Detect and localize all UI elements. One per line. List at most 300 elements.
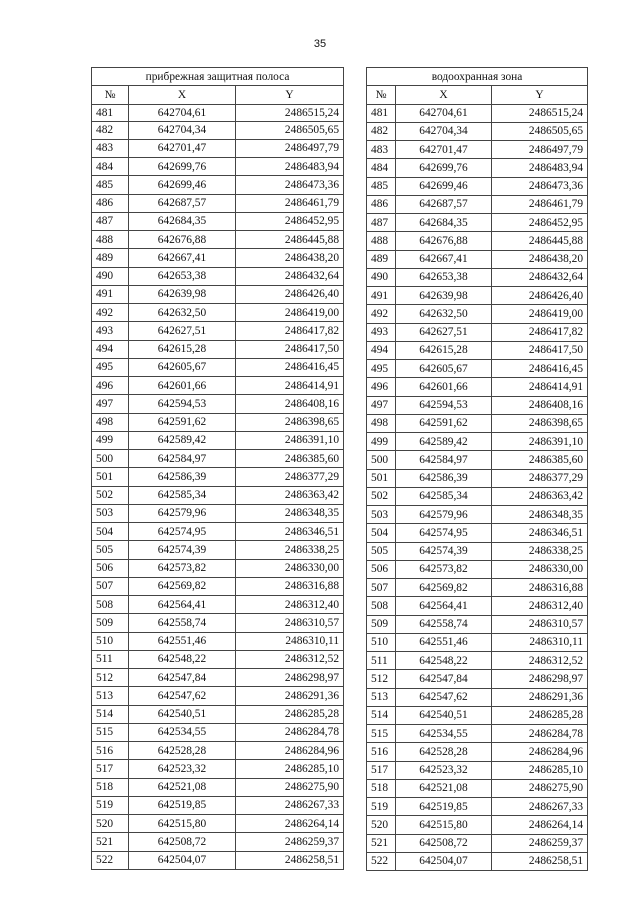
point-number-cell: 491 — [367, 287, 396, 305]
y-coordinate-cell: 2486385,60 — [492, 451, 588, 469]
point-number-cell: 489 — [92, 249, 129, 267]
x-coordinate-cell: 642519,85 — [129, 796, 236, 814]
table-row — [92, 231, 344, 249]
point-number-cell: 482 — [367, 122, 396, 140]
y-coordinate-cell: 2486515,24 — [492, 104, 588, 122]
y-coordinate-cell: 2486258,51 — [236, 851, 344, 869]
point-number-cell: 485 — [367, 177, 396, 195]
table-row — [92, 358, 344, 376]
point-number-cell: 517 — [92, 760, 129, 778]
x-coordinate-cell: 642515,80 — [396, 816, 492, 834]
point-number-cell: 519 — [367, 798, 396, 816]
y-coordinate-cell: 2486416,45 — [492, 360, 588, 378]
table-row — [367, 287, 588, 305]
point-number-cell: 484 — [92, 158, 129, 176]
x-coordinate-cell: 642601,66 — [129, 377, 236, 395]
point-number-cell: 515 — [92, 723, 129, 741]
x-coordinate-cell: 642523,32 — [396, 761, 492, 779]
y-coordinate-cell: 2486377,29 — [236, 468, 344, 486]
table-row — [367, 250, 588, 268]
x-coordinate-cell: 642594,53 — [396, 396, 492, 414]
point-number-cell: 511 — [92, 650, 129, 668]
x-coordinate-cell: 642521,08 — [396, 779, 492, 797]
point-number-cell: 507 — [92, 577, 129, 595]
table-row — [92, 249, 344, 267]
point-number-cell: 505 — [92, 541, 129, 559]
x-coordinate-cell: 642540,51 — [396, 706, 492, 724]
y-coordinate-cell: 2486438,20 — [236, 249, 344, 267]
table-row — [367, 487, 588, 505]
point-number-cell: 485 — [92, 176, 129, 194]
point-number-cell: 486 — [367, 195, 396, 213]
point-number-cell: 484 — [367, 159, 396, 177]
x-coordinate-cell: 642569,82 — [129, 577, 236, 595]
table-row — [92, 304, 344, 322]
y-coordinate-cell: 2486419,00 — [236, 304, 344, 322]
point-number-cell: 486 — [92, 194, 129, 212]
x-coordinate-cell: 642639,98 — [396, 287, 492, 305]
water-protection-zone-table — [366, 67, 588, 871]
y-coordinate-cell: 2486285,28 — [492, 706, 588, 724]
point-number-cell: 521 — [367, 834, 396, 852]
table-row — [92, 176, 344, 194]
x-coordinate-cell: 642586,39 — [396, 469, 492, 487]
x-coordinate-cell: 642615,28 — [396, 341, 492, 359]
table-row — [367, 214, 588, 232]
x-coordinate-cell: 642564,41 — [129, 596, 236, 614]
x-coordinate-cell: 642589,42 — [129, 431, 236, 449]
point-number-cell: 491 — [92, 285, 129, 303]
table-row — [367, 579, 588, 597]
x-coordinate-cell: 642687,57 — [396, 195, 492, 213]
table-row — [92, 212, 344, 230]
point-number-cell: 514 — [367, 706, 396, 724]
y-coordinate-cell: 2486417,50 — [236, 340, 344, 358]
x-coordinate-cell: 642701,47 — [396, 141, 492, 159]
x-coordinate-cell: 642573,82 — [396, 560, 492, 578]
table-title: водоохранная зона — [367, 68, 588, 86]
table-row — [92, 158, 344, 176]
table-row — [92, 669, 344, 687]
x-coordinate-cell: 642515,80 — [129, 815, 236, 833]
y-coordinate-cell: 2486291,36 — [492, 688, 588, 706]
point-number-cell: 495 — [367, 360, 396, 378]
y-coordinate-cell: 2486452,95 — [492, 214, 588, 232]
x-coordinate-cell: 642704,61 — [129, 104, 236, 121]
x-coordinate-cell: 642627,51 — [129, 322, 236, 340]
y-coordinate-cell: 2486258,51 — [492, 852, 588, 870]
y-coordinate-cell: 2486432,64 — [236, 267, 344, 285]
point-number-cell: 493 — [92, 322, 129, 340]
table-row — [367, 104, 588, 122]
y-coordinate-cell: 2486391,10 — [236, 431, 344, 449]
table-row — [92, 650, 344, 668]
x-coordinate-cell: 642653,38 — [129, 267, 236, 285]
point-number-cell: 515 — [367, 725, 396, 743]
x-coordinate-cell: 642701,47 — [129, 139, 236, 157]
x-coordinate-cell: 642534,55 — [129, 723, 236, 741]
x-coordinate-cell: 642574,95 — [396, 524, 492, 542]
point-number-cell: 520 — [92, 815, 129, 833]
point-number-cell: 520 — [367, 816, 396, 834]
x-coordinate-cell: 642699,46 — [396, 177, 492, 195]
y-coordinate-cell: 2486267,33 — [492, 798, 588, 816]
x-coordinate-cell: 642594,53 — [129, 395, 236, 413]
x-coordinate-cell: 642605,67 — [129, 358, 236, 376]
table-row — [92, 577, 344, 595]
table-row — [367, 506, 588, 524]
y-coordinate-cell: 2486312,52 — [492, 652, 588, 670]
y-coordinate-cell: 2486346,51 — [236, 523, 344, 541]
x-coordinate-cell: 642632,50 — [396, 305, 492, 323]
table-row — [367, 232, 588, 250]
x-coordinate-cell: 642558,74 — [396, 615, 492, 633]
x-coordinate-cell: 642579,96 — [396, 506, 492, 524]
x-coordinate-cell: 642591,62 — [396, 414, 492, 432]
y-coordinate-cell: 2486310,57 — [492, 615, 588, 633]
x-coordinate-cell: 642704,34 — [129, 121, 236, 139]
table-row — [92, 596, 344, 614]
point-number-cell: 508 — [92, 596, 129, 614]
table-row — [367, 159, 588, 177]
x-coordinate-cell: 642508,72 — [396, 834, 492, 852]
point-number-cell: 512 — [92, 669, 129, 687]
table-row — [92, 833, 344, 851]
y-coordinate-cell: 2486363,42 — [236, 486, 344, 504]
y-coordinate-cell: 2486417,82 — [492, 323, 588, 341]
point-number-cell: 493 — [367, 323, 396, 341]
x-coordinate-cell: 642684,35 — [129, 212, 236, 230]
column-header-number: № — [92, 86, 129, 104]
y-coordinate-cell: 2486377,29 — [492, 469, 588, 487]
point-number-cell: 481 — [367, 104, 396, 122]
y-coordinate-cell: 2486312,40 — [236, 596, 344, 614]
point-number-cell: 516 — [92, 742, 129, 760]
y-coordinate-cell: 2486348,35 — [492, 506, 588, 524]
table-row — [367, 816, 588, 834]
point-number-cell: 510 — [92, 632, 129, 650]
table-row — [367, 177, 588, 195]
table-row — [367, 141, 588, 159]
table-row — [92, 687, 344, 705]
table-row — [367, 597, 588, 615]
point-number-cell: 513 — [367, 688, 396, 706]
x-coordinate-cell: 642676,88 — [396, 232, 492, 250]
y-coordinate-cell: 2486259,37 — [236, 833, 344, 851]
point-number-cell: 490 — [92, 267, 129, 285]
y-coordinate-cell: 2486291,36 — [236, 687, 344, 705]
point-number-cell: 509 — [92, 614, 129, 632]
table-row — [92, 742, 344, 760]
y-coordinate-cell: 2486417,82 — [236, 322, 344, 340]
y-coordinate-cell: 2486363,42 — [492, 487, 588, 505]
y-coordinate-cell: 2486426,40 — [236, 285, 344, 303]
x-coordinate-cell: 642528,28 — [396, 743, 492, 761]
point-number-cell: 521 — [92, 833, 129, 851]
x-coordinate-cell: 642684,35 — [396, 214, 492, 232]
table-row — [92, 285, 344, 303]
point-number-cell: 487 — [367, 214, 396, 232]
x-coordinate-cell: 642584,97 — [129, 450, 236, 468]
table-row — [367, 615, 588, 633]
y-coordinate-cell: 2486473,36 — [492, 177, 588, 195]
y-coordinate-cell: 2486346,51 — [492, 524, 588, 542]
x-coordinate-cell: 642632,50 — [129, 304, 236, 322]
point-number-cell: 510 — [367, 633, 396, 651]
x-coordinate-cell: 642519,85 — [396, 798, 492, 816]
table-row — [92, 523, 344, 541]
column-header-x: X — [396, 86, 492, 104]
table-row — [367, 633, 588, 651]
table-row — [367, 305, 588, 323]
y-coordinate-cell: 2486298,97 — [236, 669, 344, 687]
point-number-cell: 498 — [92, 413, 129, 431]
table-row — [367, 323, 588, 341]
x-coordinate-cell: 642639,98 — [129, 285, 236, 303]
table-body — [367, 104, 588, 871]
y-coordinate-cell: 2486398,65 — [236, 413, 344, 431]
y-coordinate-cell: 2486316,88 — [492, 579, 588, 597]
y-coordinate-cell: 2486438,20 — [492, 250, 588, 268]
table-row — [92, 723, 344, 741]
point-number-cell: 502 — [367, 487, 396, 505]
y-coordinate-cell: 2486330,00 — [492, 560, 588, 578]
table-row — [367, 268, 588, 286]
y-coordinate-cell: 2486259,37 — [492, 834, 588, 852]
point-number-cell: 481 — [92, 104, 129, 121]
table-row — [367, 414, 588, 432]
y-coordinate-cell: 2486452,95 — [236, 212, 344, 230]
y-coordinate-cell: 2486505,65 — [236, 121, 344, 139]
y-coordinate-cell: 2486419,00 — [492, 305, 588, 323]
table-row — [367, 360, 588, 378]
y-coordinate-cell: 2486267,33 — [236, 796, 344, 814]
y-coordinate-cell: 2486515,24 — [236, 104, 344, 121]
x-coordinate-cell: 642547,84 — [129, 669, 236, 687]
x-coordinate-cell: 642585,34 — [396, 487, 492, 505]
table-row — [367, 798, 588, 816]
y-coordinate-cell: 2486445,88 — [492, 232, 588, 250]
y-coordinate-cell: 2486461,79 — [236, 194, 344, 212]
y-coordinate-cell: 2486385,60 — [236, 450, 344, 468]
y-coordinate-cell: 2486445,88 — [236, 231, 344, 249]
point-number-cell: 499 — [367, 433, 396, 451]
table-row — [92, 322, 344, 340]
table-row — [367, 195, 588, 213]
point-number-cell: 519 — [92, 796, 129, 814]
table-row — [92, 340, 344, 358]
table-row — [92, 504, 344, 522]
y-coordinate-cell: 2486408,16 — [492, 396, 588, 414]
point-number-cell: 494 — [92, 340, 129, 358]
x-coordinate-cell: 642521,08 — [129, 778, 236, 796]
table-row — [92, 486, 344, 504]
table-row — [92, 541, 344, 559]
table-row — [367, 779, 588, 797]
point-number-cell: 512 — [367, 670, 396, 688]
point-number-cell: 490 — [367, 268, 396, 286]
table-row — [367, 341, 588, 359]
table-row — [92, 851, 344, 869]
y-coordinate-cell: 2486284,78 — [236, 723, 344, 741]
point-number-cell: 488 — [92, 231, 129, 249]
y-coordinate-cell: 2486285,10 — [492, 761, 588, 779]
y-coordinate-cell: 2486316,88 — [236, 577, 344, 595]
table-row — [92, 632, 344, 650]
point-number-cell: 487 — [92, 212, 129, 230]
x-coordinate-cell: 642667,41 — [396, 250, 492, 268]
y-coordinate-cell: 2486275,90 — [236, 778, 344, 796]
page-number: 35 — [313, 38, 327, 50]
table-row — [367, 706, 588, 724]
table-row — [367, 524, 588, 542]
x-coordinate-cell: 642508,72 — [129, 833, 236, 851]
point-number-cell: 488 — [367, 232, 396, 250]
point-number-cell: 507 — [367, 579, 396, 597]
table-row — [367, 560, 588, 578]
x-coordinate-cell: 642589,42 — [396, 433, 492, 451]
table-row — [367, 122, 588, 140]
table-row — [367, 433, 588, 451]
y-coordinate-cell: 2486285,28 — [236, 705, 344, 723]
point-number-cell: 497 — [92, 395, 129, 413]
table-row — [367, 725, 588, 743]
table-row — [92, 450, 344, 468]
y-coordinate-cell: 2486310,57 — [236, 614, 344, 632]
coastal-protection-strip-table — [91, 67, 344, 870]
x-coordinate-cell: 642573,82 — [129, 559, 236, 577]
y-coordinate-cell: 2486348,35 — [236, 504, 344, 522]
y-coordinate-cell: 2486312,52 — [236, 650, 344, 668]
x-coordinate-cell: 642615,28 — [129, 340, 236, 358]
point-number-cell: 494 — [367, 341, 396, 359]
x-coordinate-cell: 642699,76 — [396, 159, 492, 177]
table-row — [92, 267, 344, 285]
point-number-cell: 503 — [92, 504, 129, 522]
y-coordinate-cell: 2486285,10 — [236, 760, 344, 778]
point-number-cell: 516 — [367, 743, 396, 761]
point-number-cell: 514 — [92, 705, 129, 723]
table-row — [367, 852, 588, 870]
y-coordinate-cell: 2486391,10 — [492, 433, 588, 451]
x-coordinate-cell: 642574,95 — [129, 523, 236, 541]
table-row — [92, 413, 344, 431]
x-coordinate-cell: 642627,51 — [396, 323, 492, 341]
point-number-cell: 509 — [367, 615, 396, 633]
table-row — [367, 469, 588, 487]
table-row — [367, 451, 588, 469]
x-coordinate-cell: 642591,62 — [129, 413, 236, 431]
x-coordinate-cell: 642574,39 — [396, 542, 492, 560]
point-number-cell: 501 — [92, 468, 129, 486]
table-row — [92, 104, 344, 121]
point-number-cell: 504 — [92, 523, 129, 541]
x-coordinate-cell: 642547,62 — [396, 688, 492, 706]
x-coordinate-cell: 642584,97 — [396, 451, 492, 469]
y-coordinate-cell: 2486310,11 — [236, 632, 344, 650]
point-number-cell: 500 — [92, 450, 129, 468]
table-row — [92, 705, 344, 723]
y-coordinate-cell: 2486330,00 — [236, 559, 344, 577]
x-coordinate-cell: 642504,07 — [396, 852, 492, 870]
y-coordinate-cell: 2486338,25 — [492, 542, 588, 560]
y-coordinate-cell: 2486416,45 — [236, 358, 344, 376]
table-row — [367, 396, 588, 414]
point-number-cell: 502 — [92, 486, 129, 504]
table-row — [92, 468, 344, 486]
y-coordinate-cell: 2486298,97 — [492, 670, 588, 688]
point-number-cell: 496 — [92, 377, 129, 395]
x-coordinate-cell: 642699,46 — [129, 176, 236, 194]
y-coordinate-cell: 2486497,79 — [236, 139, 344, 157]
y-coordinate-cell: 2486264,14 — [236, 815, 344, 833]
point-number-cell: 506 — [92, 559, 129, 577]
y-coordinate-cell: 2486284,96 — [492, 743, 588, 761]
y-coordinate-cell: 2486426,40 — [492, 287, 588, 305]
y-coordinate-cell: 2486338,25 — [236, 541, 344, 559]
point-number-cell: 506 — [367, 560, 396, 578]
x-coordinate-cell: 642586,39 — [129, 468, 236, 486]
x-coordinate-cell: 642569,82 — [396, 579, 492, 597]
y-coordinate-cell: 2486505,65 — [492, 122, 588, 140]
point-number-cell: 517 — [367, 761, 396, 779]
column-header-y: Y — [492, 86, 588, 104]
column-header-number: № — [367, 86, 396, 104]
y-coordinate-cell: 2486264,14 — [492, 816, 588, 834]
x-coordinate-cell: 642540,51 — [129, 705, 236, 723]
x-coordinate-cell: 642547,84 — [396, 670, 492, 688]
table-row — [367, 378, 588, 396]
x-coordinate-cell: 642548,22 — [129, 650, 236, 668]
point-number-cell: 503 — [367, 506, 396, 524]
y-coordinate-cell: 2486408,16 — [236, 395, 344, 413]
point-number-cell: 489 — [367, 250, 396, 268]
point-number-cell: 496 — [367, 378, 396, 396]
y-coordinate-cell: 2486284,96 — [236, 742, 344, 760]
y-coordinate-cell: 2486310,11 — [492, 633, 588, 651]
point-number-cell: 518 — [367, 779, 396, 797]
x-coordinate-cell: 642534,55 — [396, 725, 492, 743]
point-number-cell: 511 — [367, 652, 396, 670]
y-coordinate-cell: 2486473,36 — [236, 176, 344, 194]
y-coordinate-cell: 2486483,94 — [492, 159, 588, 177]
table-row — [92, 431, 344, 449]
x-coordinate-cell: 642579,96 — [129, 504, 236, 522]
point-number-cell: 483 — [367, 141, 396, 159]
y-coordinate-cell: 2486461,79 — [492, 195, 588, 213]
x-coordinate-cell: 642601,66 — [396, 378, 492, 396]
point-number-cell: 508 — [367, 597, 396, 615]
table-row — [92, 559, 344, 577]
y-coordinate-cell: 2486414,91 — [492, 378, 588, 396]
y-coordinate-cell: 2486312,40 — [492, 597, 588, 615]
x-coordinate-cell: 642551,46 — [129, 632, 236, 650]
table-row — [367, 670, 588, 688]
table-row — [367, 743, 588, 761]
table-body — [92, 104, 344, 869]
table-row — [92, 139, 344, 157]
table-row — [92, 377, 344, 395]
point-number-cell: 498 — [367, 414, 396, 432]
x-coordinate-cell: 642653,38 — [396, 268, 492, 286]
column-header-y: Y — [236, 86, 344, 104]
x-coordinate-cell: 642704,34 — [396, 122, 492, 140]
table-title: прибрежная защитная полоса — [92, 68, 344, 86]
point-number-cell: 513 — [92, 687, 129, 705]
x-coordinate-cell: 642585,34 — [129, 486, 236, 504]
table-row — [92, 194, 344, 212]
y-coordinate-cell: 2486398,65 — [492, 414, 588, 432]
